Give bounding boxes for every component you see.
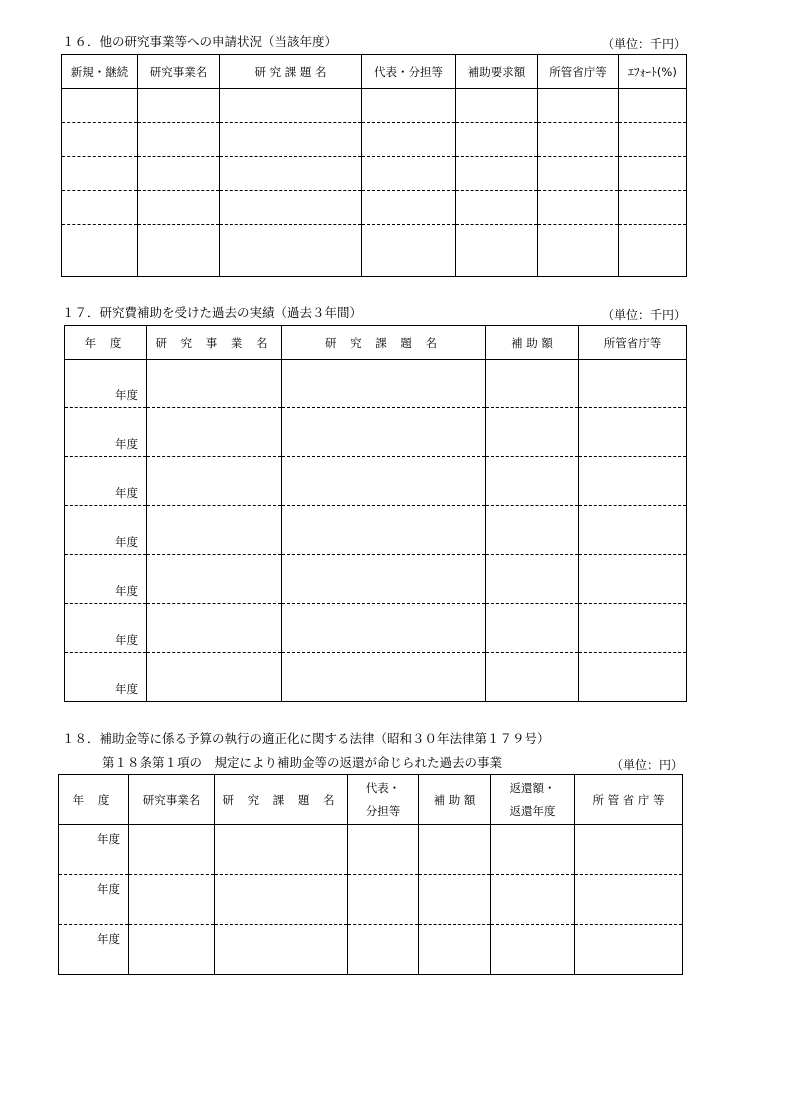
table-row: [65, 408, 687, 457]
cell[interactable]: [575, 825, 683, 875]
header-refund-line2: 返還年度: [509, 803, 556, 818]
cell[interactable]: [138, 89, 220, 123]
cell[interactable]: [579, 604, 687, 653]
table-row: [65, 457, 687, 506]
table-row: [65, 506, 687, 555]
cell[interactable]: [147, 408, 282, 457]
cell[interactable]: [538, 191, 619, 225]
cell[interactable]: [579, 653, 687, 702]
cell[interactable]: [62, 225, 138, 277]
section-18-title-line1: １８．補助金等に係る予算の執行の適正化に関する法律（昭和３０年法律第１７９号）: [62, 731, 550, 746]
cell[interactable]: [282, 408, 486, 457]
cell[interactable]: [456, 157, 538, 191]
cell[interactable]: [486, 604, 579, 653]
cell[interactable]: [486, 506, 579, 555]
cell[interactable]: [147, 506, 282, 555]
table-row: [65, 360, 687, 408]
header-new-continue: 新規・継続: [62, 55, 138, 89]
cell[interactable]: [491, 875, 575, 925]
cell[interactable]: [579, 457, 687, 506]
header-ministry: 所 管 省 庁 等: [575, 775, 683, 825]
cell[interactable]: [138, 123, 220, 157]
section-18-table: [58, 774, 683, 975]
cell[interactable]: [138, 191, 220, 225]
header-requested-amount: 補助要求額: [456, 55, 538, 89]
cell[interactable]: [282, 555, 486, 604]
cell[interactable]: [619, 123, 687, 157]
year-cell: 年度: [65, 653, 147, 702]
year-cell: 年度: [65, 457, 147, 506]
cell[interactable]: [147, 457, 282, 506]
year-cell: 年度: [59, 825, 129, 875]
cell[interactable]: [362, 157, 456, 191]
year-cell: 年度: [59, 925, 129, 975]
year-cell: 年度: [59, 875, 129, 925]
header-year: 年 度: [65, 326, 147, 360]
cell[interactable]: [282, 604, 486, 653]
cell[interactable]: [147, 360, 282, 408]
cell[interactable]: [456, 89, 538, 123]
cell[interactable]: [215, 925, 348, 975]
table-row: [62, 89, 687, 123]
header-role-line2: 分担等: [365, 803, 401, 818]
cell[interactable]: [491, 925, 575, 975]
header-subsidy-amount: 補 助 額: [419, 775, 491, 825]
cell[interactable]: [362, 191, 456, 225]
cell[interactable]: [486, 555, 579, 604]
section-18-title-line2: 第１８条第１項の 規定により補助金等の返還が命じられた過去の事業: [102, 755, 503, 770]
header-research-topic: 研 究 課 題 名: [282, 326, 486, 360]
cell[interactable]: [579, 506, 687, 555]
table-row: [65, 604, 687, 653]
cell[interactable]: [282, 653, 486, 702]
year-cell: 年度: [65, 506, 147, 555]
header-refund-line1: 返還額・: [509, 780, 556, 795]
cell[interactable]: [348, 925, 419, 975]
cell[interactable]: [619, 191, 687, 225]
header-refund: [491, 775, 575, 825]
cell[interactable]: [362, 123, 456, 157]
table-row: [59, 825, 683, 875]
header-ministry: 所管省庁等: [579, 326, 687, 360]
header-role: 代表・分担等: [362, 55, 456, 89]
header-research-topic: 研 究 課 題 名: [215, 775, 348, 825]
cell[interactable]: [62, 157, 138, 191]
section-18-unit: （単位：円）: [611, 758, 684, 772]
cell[interactable]: [215, 825, 348, 875]
cell[interactable]: [129, 925, 215, 975]
cell[interactable]: [220, 225, 362, 277]
cell[interactable]: [579, 360, 687, 408]
cell[interactable]: [220, 89, 362, 123]
table-row: [65, 653, 687, 702]
cell[interactable]: [579, 555, 687, 604]
year-cell: 年度: [65, 360, 147, 408]
header-subsidy-amount: 補 助 額: [486, 326, 579, 360]
year-cell: 年度: [65, 555, 147, 604]
cell[interactable]: [62, 123, 138, 157]
header-role-line1: 代表・: [365, 780, 401, 795]
cell[interactable]: [538, 89, 619, 123]
cell[interactable]: [362, 225, 456, 277]
cell[interactable]: [456, 225, 538, 277]
header-research-topic: 研 究 課 題 名: [220, 55, 362, 89]
cell[interactable]: [129, 875, 215, 925]
cell[interactable]: [220, 191, 362, 225]
cell[interactable]: [215, 875, 348, 925]
cell[interactable]: [419, 875, 491, 925]
cell[interactable]: [579, 408, 687, 457]
cell[interactable]: [220, 123, 362, 157]
section-17-unit: （単位：千円）: [602, 308, 687, 322]
header-project-name: 研究事業名: [138, 55, 220, 89]
cell[interactable]: [62, 191, 138, 225]
table-row: [65, 555, 687, 604]
section-16-title: １６．他の研究事業等への申請状況（当該年度）: [62, 34, 338, 49]
header-project-name: 研究事業名: [129, 775, 215, 825]
section-17-title: １７．研究費補助を受けた過去の実績（過去３年間）: [62, 305, 363, 320]
cell[interactable]: [486, 408, 579, 457]
cell[interactable]: [348, 875, 419, 925]
year-cell: 年度: [65, 408, 147, 457]
cell[interactable]: [419, 925, 491, 975]
section-16-unit: （単位：千円）: [602, 37, 687, 51]
cell[interactable]: [282, 360, 486, 408]
table-row: [59, 925, 683, 975]
cell[interactable]: [491, 825, 575, 875]
cell[interactable]: [147, 604, 282, 653]
header-effort: ｴﾌｫｰﾄ(%): [619, 55, 687, 89]
header-role: [348, 775, 419, 825]
table-row: [62, 123, 687, 157]
cell[interactable]: [486, 457, 579, 506]
cell[interactable]: [129, 825, 215, 875]
cell[interactable]: [147, 555, 282, 604]
cell[interactable]: [147, 653, 282, 702]
cell[interactable]: [538, 123, 619, 157]
cell[interactable]: [138, 225, 220, 277]
cell[interactable]: [486, 360, 579, 408]
cell[interactable]: [419, 825, 491, 875]
table-row: [59, 875, 683, 925]
cell[interactable]: [456, 123, 538, 157]
table-row: [62, 225, 687, 277]
cell[interactable]: [538, 225, 619, 277]
header-project-name: 研 究 事 業 名: [147, 326, 282, 360]
cell[interactable]: [456, 191, 538, 225]
cell[interactable]: [362, 89, 456, 123]
table-row: [62, 157, 687, 191]
year-cell: 年度: [65, 604, 147, 653]
header-ministry: 所管省庁等: [538, 55, 619, 89]
cell[interactable]: [282, 506, 486, 555]
cell[interactable]: [138, 157, 220, 191]
header-year: 年 度: [59, 775, 129, 825]
cell[interactable]: [619, 225, 687, 277]
cell[interactable]: [619, 89, 687, 123]
cell[interactable]: [538, 157, 619, 191]
cell[interactable]: [575, 875, 683, 925]
section-17-table: [64, 325, 687, 702]
cell[interactable]: [619, 157, 687, 191]
table-row: [62, 191, 687, 225]
cell[interactable]: [282, 457, 486, 506]
cell[interactable]: [348, 825, 419, 875]
cell[interactable]: [220, 157, 362, 191]
cell[interactable]: [575, 925, 683, 975]
section-16-table: [61, 54, 687, 277]
cell[interactable]: [62, 89, 138, 123]
cell[interactable]: [486, 653, 579, 702]
